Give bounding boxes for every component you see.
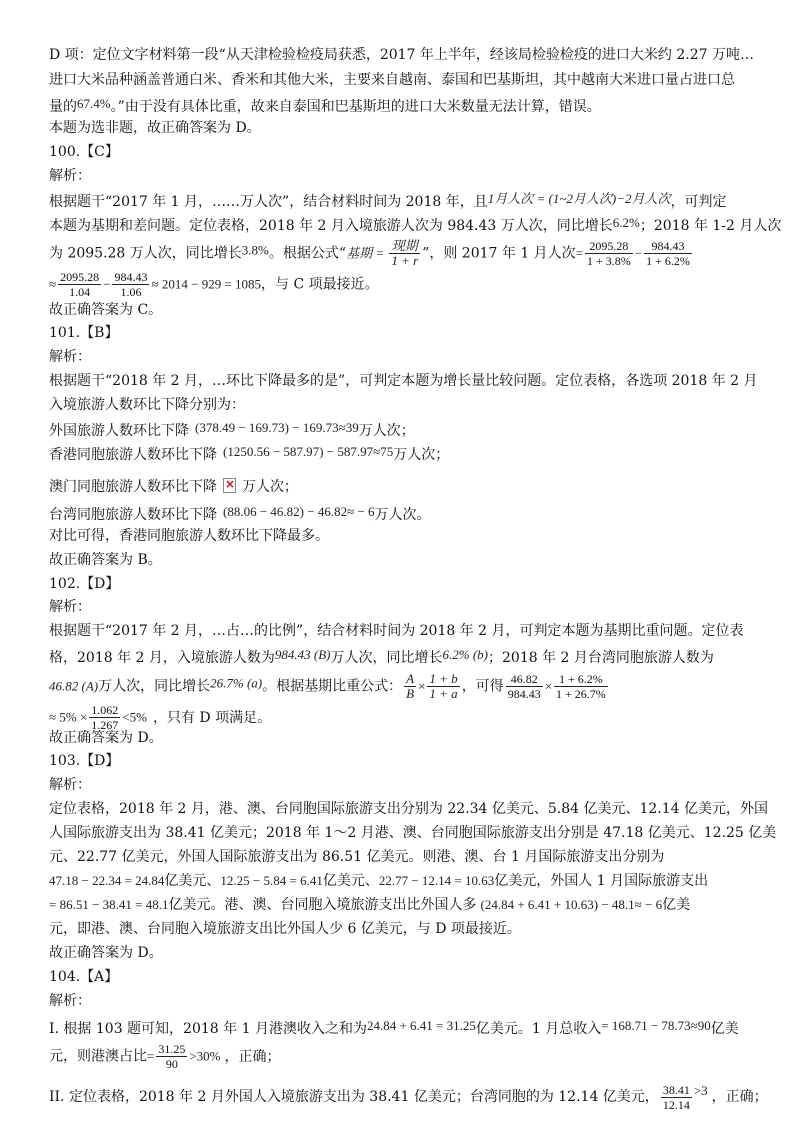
line-103-3: 元、22.77 亿美元，外国人国际旅游支出为 86.51 亿美元。则港、澳、台 1 月国际旅游支出分别为	[49, 849, 665, 865]
math-fraction: $\frac{2095.28}{1.04}$	[60, 270, 100, 299]
line-answer-101: 故正确答案为 B。	[49, 552, 162, 568]
line-answer-99: 本题为选非题，故正确答案为 D。	[49, 120, 261, 136]
analysis-label: 解析：	[49, 993, 91, 1009]
math-fraction: $\frac{1 + 6.2\%}{1 + 26.7\%}$	[556, 672, 606, 701]
line-100-4: ≈ $\frac{2095.28}{1.04}$ − $\frac{984.43}{1.06}$ ≈ 2014 − 929 = 1085，与 C 项最接近。	[49, 270, 379, 299]
question-number-104: 104.【A】	[49, 969, 119, 985]
line-101-macao: 澳门同胞旅游人数环比下降× 万人次；	[49, 478, 298, 496]
line-101-1: 根据题干“2018 年 2 月，…环比下降最多的是”，可判定本题为增长量比较问题。定位表格，各选项 2018 年 2 月	[49, 373, 758, 389]
line-102-4: ≈ 5% × $\frac{1.062}{1.267}$ <5% ，只有 D 项满足。	[49, 703, 272, 732]
analysis-label: 解析：	[49, 599, 91, 615]
line-d-option-2: 进口大米品种涵盖普通白米、香米和其他大米，主要来自越南、泰国和巴基斯坦，其中越南大米进口量占进口总	[49, 72, 735, 88]
line-answer-103: 故正确答案为 D。	[49, 945, 163, 961]
line-104-i-1: I. 根据 103 题可知，2018 年 1 月港澳收入之和为24.84 + 6.41 = 31.25亿美元。1 月总收入= 168.71 − 78.73≈90亿美	[49, 1018, 739, 1037]
line-d-option-1: D 项：定位文字材料第一段“从天津检验检疫局获悉，2017 年上半年，经该局检验检疫的进口大米约 2.27 万吨…	[49, 47, 754, 63]
math-fraction: $\frac{984.43}{1 + 6.2\%}$	[646, 239, 690, 268]
line-101-taiwan: 台湾同胞旅游人数环比下降 (88.06 − 46.82) − 46.82≈ − 6万人次。	[49, 504, 431, 523]
analysis-label: 解析：	[49, 168, 91, 184]
line-102-2: 格，2018 年 2 月，入境旅游人数为984.43 (B)万人次，同比增长6.2% (b)；2018 年 2 月台湾同胞旅游人数为	[49, 647, 714, 666]
line-103-4: 47.18 − 22.34 = 24.84亿美元、12.25 − 5.84 = 6.41亿美元、22.77 − 12.14 = 10.63亿美元，外国人 1 月国际旅游支出	[49, 873, 709, 889]
line-103-2: 人国际旅游支出为 38.41 亿美元；2018 年 1～2 月港、澳、台同胞国际旅游支出分别是 47.18 亿美元、12.25 亿美	[49, 825, 777, 841]
math-fraction: $\frac{46.82}{984.43}$	[507, 672, 541, 701]
formula-fraction: $\frac{\text{现期}}{1 + r}$	[391, 238, 419, 268]
math-fraction: $\frac{1 + b}{1 + a}$	[429, 671, 458, 701]
line-d-option-3: 量的67.4%。”由于没有具体比重，故来自泰国和巴基斯坦的进口大米数量无法计算，错误。	[49, 96, 601, 115]
math-fraction: $\frac{38.41}{12.14}$	[662, 1082, 690, 1112]
question-number-100: 100.【C】	[49, 144, 119, 160]
line-104-i-2: 元，则港澳占比= $\frac{31.25}{90}$ >30% ，正确；	[49, 1042, 281, 1071]
math-fraction: $\frac{A}{B}$	[406, 671, 415, 701]
line-answer-102: 故正确答案为 D。	[49, 730, 163, 746]
line-103-6: 元，即港、澳、台同胞入境旅游支出比外国人少 6 亿美元，与 D 项最接近。	[49, 921, 521, 937]
math-fraction: $\frac{984.43}{1.06}$	[114, 270, 148, 299]
analysis-label: 解析：	[49, 777, 91, 793]
line-101-compare: 对比可得，香港同胞旅游人数环比下降最多。	[49, 528, 329, 544]
line-101-hongkong: 香港同胞旅游人数环比下降 (1250.56 − 587.97) − 587.97≈75万人次；	[49, 444, 450, 463]
question-number-102: 102.【D】	[49, 576, 120, 592]
line-101-2: 入境旅游人数环比下降分别为：	[49, 397, 245, 413]
line-104-ii: II. 定位表格，2018 年 2 月外国人入境旅游支出为 38.41 亿美元；台湾同胞的为 12.14 亿美元， $\frac{38.41}{12.14}$ >3 ，正确；	[49, 1082, 768, 1112]
line-103-1: 定位表格，2018 年 2 月，港、澳、台同胞国际旅游支出分别为 22.34 亿美元、5.84 亿美元、12.14 亿美元，外国	[49, 801, 769, 817]
question-number-101: 101.【B】	[49, 325, 119, 341]
analysis-label: 解析：	[49, 349, 91, 365]
line-answer-100: 故正确答案为 C。	[49, 302, 163, 318]
line-101-foreign: 外国旅游人数环比下降 (378.49 − 169.73) − 169.73≈39万人次；	[49, 420, 415, 439]
line-100-1: 根据题干“2017 年 1 月，……万人次”，结合材料时间为 2018 年，且1月人次 = (1~2月人次)−2月人次，可判定	[49, 191, 727, 210]
line-102-1: 根据题干“2017 年 2 月，…占…的比例”，结合材料时间为 2018 年 2 月，可判定本题为基期比重问题。定位表	[49, 623, 744, 639]
math-fraction: $\frac{1.062}{1.267}$	[91, 703, 119, 732]
math-fraction: $\frac{31.25}{90}$	[158, 1042, 186, 1071]
line-100-2: 本题为基期和差问题。定位表格，2018 年 2 月入境旅游人次为 984.43 万人次，同比增长6.2%；2018 年 1-2 月人次	[49, 215, 782, 234]
question-number-103: 103.【D】	[49, 753, 120, 769]
math-fraction: $\frac{2095.28}{1 + 3.8\%}$	[587, 239, 631, 268]
line-100-3: 为 2095.28 万人次，同比增长3.8%。根据公式“基期 = $\frac{\text{现期}}{1 + r}$ ”，则 2017 年 1 月人次= $\frac{2095.28}{1 + 3.8\%}$ − $\frac{984.43}{1 + 6.2\%}$	[49, 238, 690, 268]
line-102-3: 46.82 (A)万人次，同比增长26.7% (a)。根据基期比重公式： $\frac{A}{B}$ × $\frac{1 + b}{1 + a}$ ，可得 $\frac{46.82}{984.43}$ × $\frac{1 + 6.2\%}{1 + 26.7\%}$	[49, 671, 606, 701]
broken-image-icon	[223, 478, 236, 493]
line-103-5: = 86.51 − 38.41 = 48.1亿美元。港、澳、台同胞入境旅游支出比外国人多 (24.84 + 6.41 + 10.63) − 48.1≈ − 6亿美	[49, 897, 691, 913]
